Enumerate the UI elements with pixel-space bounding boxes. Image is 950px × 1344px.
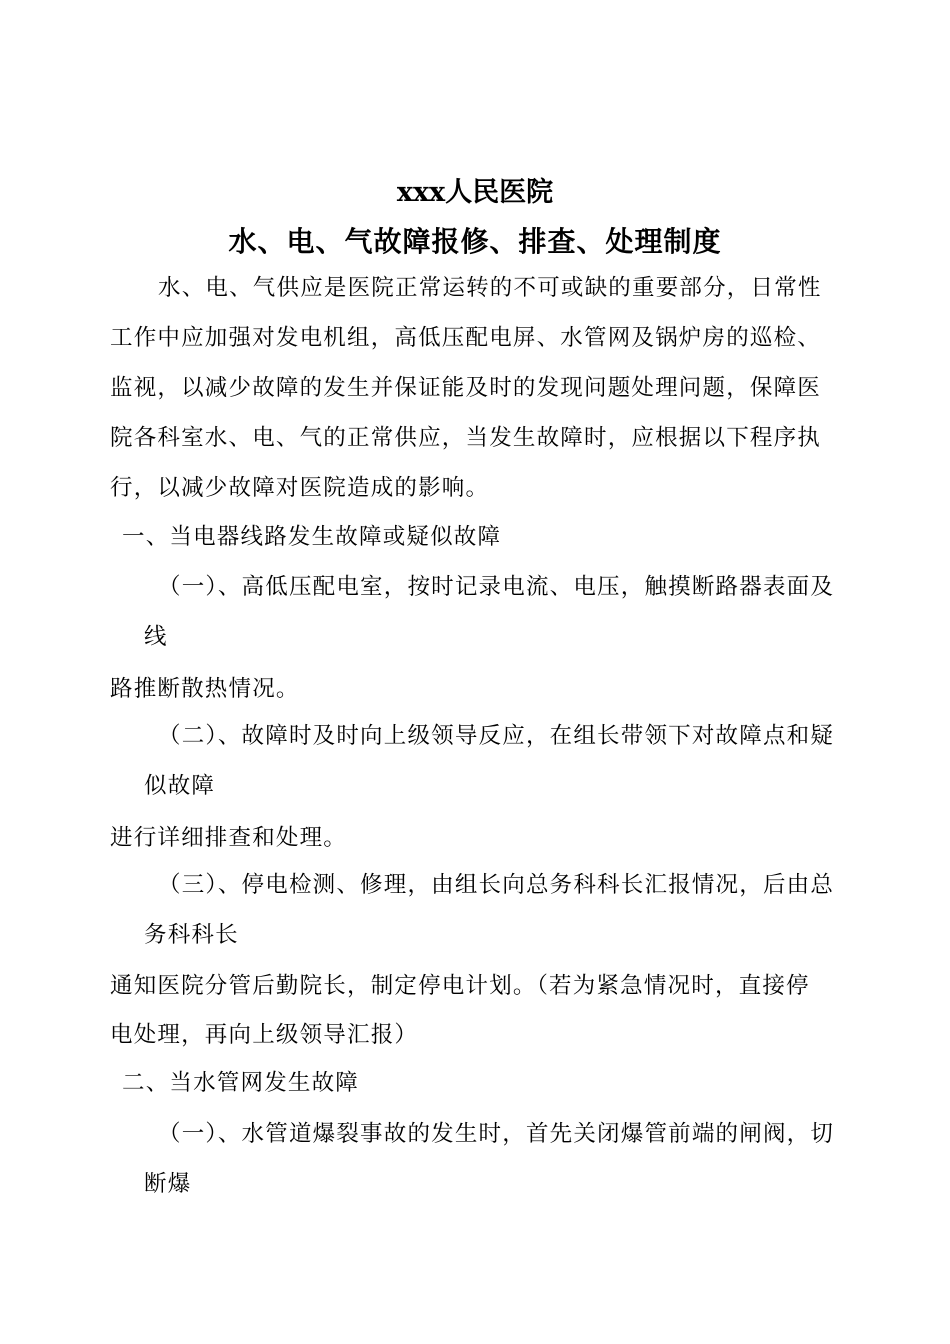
subsection-line: 断爆 <box>144 1171 192 1197</box>
document-title: xxx人民医院 <box>396 177 554 208</box>
paragraph-line: 进行详细排查和处理。 <box>110 825 348 851</box>
subsection-line: （一）、水管道爆裂事故的发生时，首先关闭爆管前端的闸阀，切 <box>158 1121 835 1147</box>
document-subtitle: 水、电、气故障报修、排查、处理制度 <box>228 225 722 258</box>
subsection-line: 务科科长 <box>144 922 239 948</box>
paragraph-line: 路推断散热情况。 <box>110 676 300 702</box>
subsection-line: 似故障 <box>144 773 216 799</box>
subsection-line: （一）、高低压配电室，按时记录电流、电压，触摸断路器表面及 <box>158 574 835 600</box>
section-heading: 一、当电器线路发生故障或疑似故障 <box>122 524 502 550</box>
section-heading: 二、当水管网发生故障 <box>122 1070 360 1096</box>
paragraph-line: 院各科室水、电、气的正常供应，当发生故障时，应根据以下程序执 <box>110 425 822 451</box>
paragraph-line: 监视，以减少故障的发生并保证能及时的发现问题处理问题，保障医 <box>110 375 822 401</box>
subsection-line: （三）、停电检测、修理，由组长向总务科科长汇报情况，后由总 <box>158 872 835 898</box>
paragraph-line: 工作中应加强对发电机组，高低压配电屏、水管网及锅炉房的巡检、 <box>110 325 822 351</box>
subsection-line: （二）、故障时及时向上级领导反应，在组长带领下对故障点和疑 <box>158 723 835 749</box>
paragraph-line: 行，以减少故障对医院造成的影响。 <box>110 475 490 501</box>
paragraph-line: 水、电、气供应是医院正常运转的不可或缺的重要部分，日常性 <box>158 275 822 301</box>
paragraph-line: 通知医院分管后勤院长，制定停电计划。（若为紧急情况时，直接停 <box>110 973 810 999</box>
subsection-line: 线 <box>144 624 168 650</box>
paragraph-line: 电处理，再向上级领导汇报） <box>110 1022 419 1048</box>
